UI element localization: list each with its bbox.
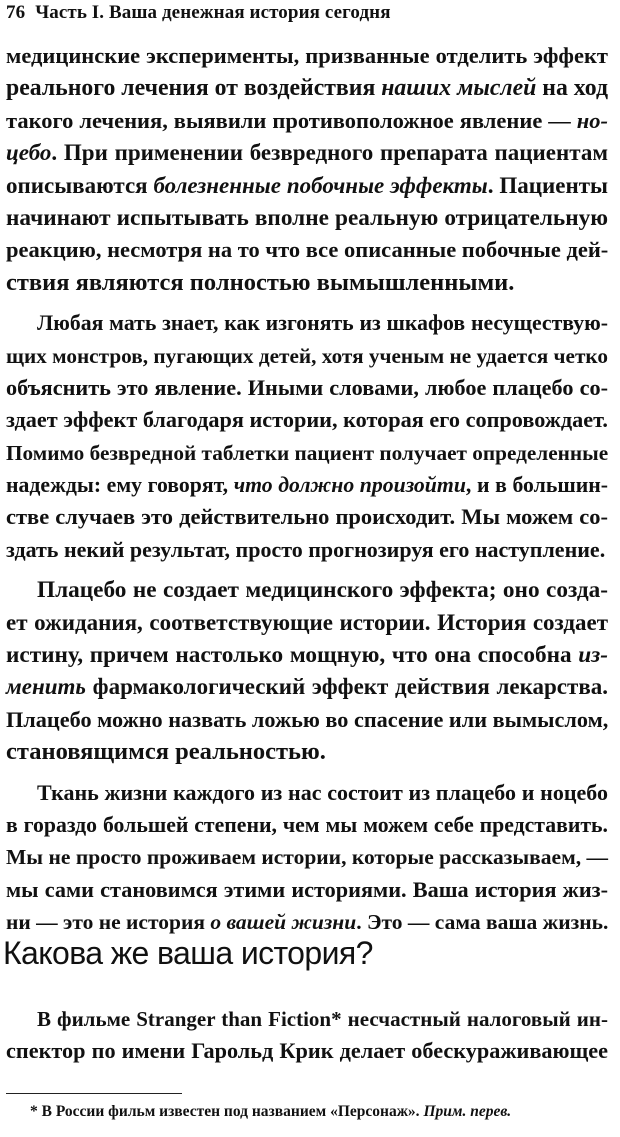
italic-run: о вашей жизни [210,910,357,935]
text-run: спектор по имени Гарольд Крик делает обескураживающее [6,1038,608,1064]
text-run: Плацебо не создает медицинского эффекта; оно созда- [37,577,608,604]
text-run: . При применении безвредного препарата пациентам [51,140,608,166]
text-line [6,736,608,768]
text-run: надежды: ему говорят, [6,473,234,498]
text-line [6,404,608,436]
text-line [6,170,608,202]
text-line [6,841,608,873]
text-line [6,574,608,606]
text-run: здает эффект благодаря истории, которая его сопровождает. [6,407,608,433]
running-header [6,2,391,24]
text-run: реакцию, несмотря на то что все описанные побочные дей- [6,237,609,263]
body-text [6,40,608,939]
text-line [6,340,608,372]
text-line [6,234,608,266]
text-line [6,372,608,404]
text-line [6,202,608,234]
text-line [6,874,608,906]
text-run: Любая мать знает, как изгонять из шкафов несуществую- [37,311,608,336]
text-line [6,639,608,671]
text-run: мы сами становимся этими историями. Ваша история жиз- [6,876,608,902]
text-run: ствия являются полностью вымышленными. [6,268,515,296]
italic-run: цебо [6,140,52,166]
text-run: Плацебо можно назвать ложью во спасение или вымыслом, [6,706,609,732]
text-line [6,501,608,533]
text-line [6,137,608,169]
body-text-after-heading [6,1003,608,1068]
italic-run: наших мыслей [381,75,537,102]
text-line [6,267,608,299]
text-run: медицинские эксперименты, призванные отделить эффект [6,43,608,68]
footnote-divider [6,1093,182,1094]
text-run: щих монстров, пугающих детей, хотя ученым не удается четко [6,343,609,368]
footnote [30,1103,511,1121]
text-run: В фильме Stranger than Fiction* несчастный налоговый ин- [37,1007,608,1031]
text-run: становящимся реальностью. [6,738,326,766]
italic-run: что должно произойти [233,473,466,498]
text-run: , и в большин- [465,473,608,498]
text-run: ет ожидания, соответствующие истории. История создает [6,609,608,635]
section-heading: Какова же ваша история? [3,935,373,971]
text-run: начинают испытывать вполне реальную отрицательную [6,204,608,231]
text-run: Мы не просто проживаем истории, которые рассказываем, — [6,845,608,870]
text-line [6,607,608,639]
text-line [6,72,608,104]
text-run: ни — это не история [6,910,211,935]
text-line [6,906,608,938]
text-line [6,437,608,469]
footnote-note: Прим. перев. [423,1103,512,1120]
italic-run: менить [6,674,86,700]
text-run: в гораздо большей степени, чем мы можем себе представить. [6,812,608,837]
footnote-text: * В России фильм известен под названием «Персонаж». [30,1103,424,1120]
text-line [6,1003,608,1035]
text-line [6,671,608,703]
text-run: такого лечения, выявили противоположное явление — [6,107,577,133]
text-run: реального лечения от воздействия [6,75,382,102]
text-line [6,809,608,841]
text-run: . Пациенты [487,172,608,198]
text-run: . Это — сама ваша жизнь. [356,910,609,935]
text-line [6,40,608,72]
text-line [6,1035,608,1067]
running-title: Часть I. Ваша денежная история сегодня [35,2,391,23]
text-run: фармакологический эффект действия лекарства. [85,674,608,700]
text-line [6,534,608,566]
text-run: Ткань жизни каждого из нас состоит из плацебо и ноцебо [37,779,608,805]
text-line [6,105,608,137]
text-run: здать некий результат, просто прогнозируя его наступление. [6,536,606,562]
text-run: на ход [536,75,608,102]
text-run: Помимо безвредной таблетки пациент получает определенные [6,440,609,465]
italic-run: но- [576,107,608,133]
page-number: 76 [6,2,26,23]
text-run: объяснить это явление. Иными словами, любое плацебо со- [6,374,608,400]
italic-run: из- [578,642,608,669]
text-line [6,307,608,339]
text-run: стве случаев это действительно происходит. Мы можем со- [6,504,608,530]
italic-run: болезненные побочные эффекты [153,172,488,198]
text-line [6,777,608,809]
text-line [6,469,608,501]
text-run: истину, причем настолько мощную, что она способна [6,642,579,669]
text-line [6,704,608,736]
text-run: описываются [6,172,154,198]
